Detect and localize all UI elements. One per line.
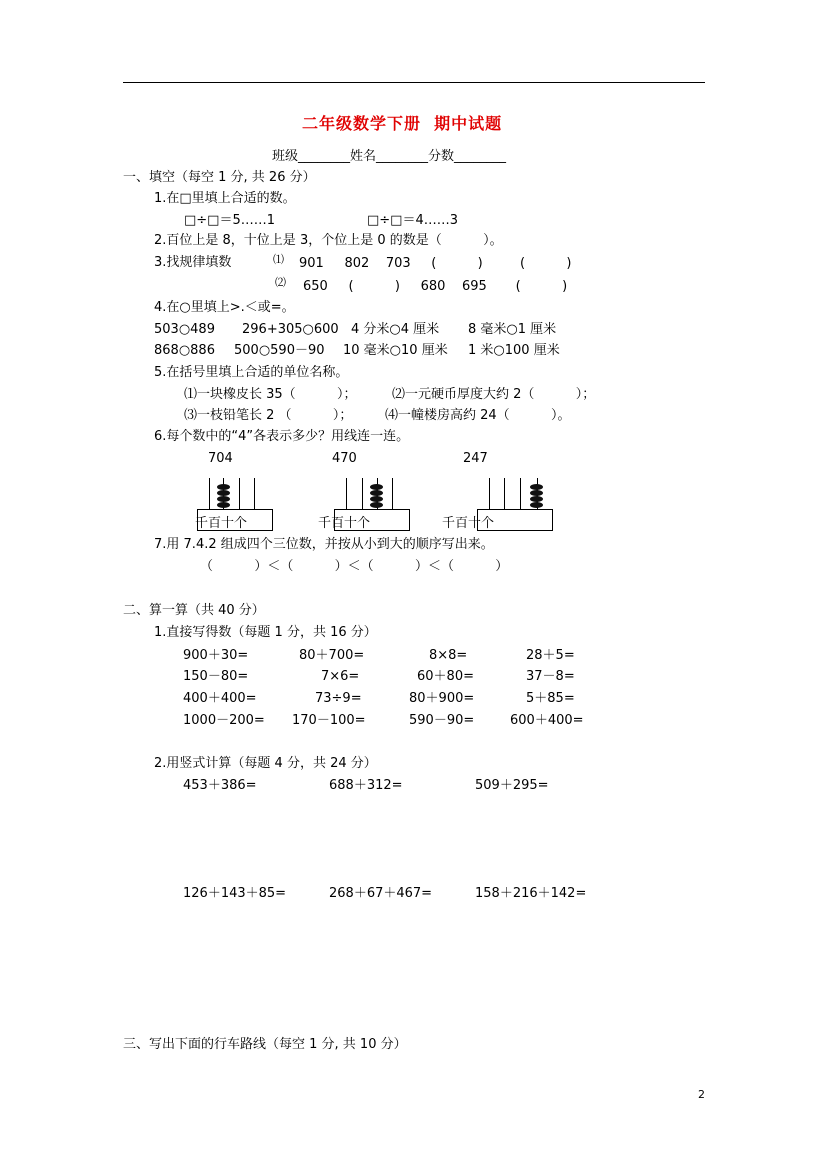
abacus-place-labels: 千百十个 — [195, 516, 248, 531]
abacus-place-labels: 千百十个 — [318, 516, 371, 531]
student-info-line: 班级________姓名________分数________ — [272, 149, 507, 164]
calc-r1-c2: 80＋700= — [299, 648, 365, 663]
calc-r3-c1: 400＋400= — [183, 691, 257, 706]
abacus-704 — [195, 478, 275, 534]
s1-q1-a: □÷□＝5……1 — [184, 213, 276, 228]
vertical-calc-6: 158＋216＋142= — [475, 886, 587, 901]
s1-q4: 4.在○里填上>.＜或=。 — [154, 300, 295, 315]
s1-q5-l2a: ⑶一枝铅笔长 2 （ ）； — [184, 408, 353, 423]
s1-q5: 5.在括号里填上合适的单位名称。 — [154, 365, 349, 380]
s1-q3-l2: 650 ( ) 680 695 ( ) — [303, 279, 568, 294]
s1-q4-r2-4: 1 米○100 厘米 — [468, 343, 560, 358]
vertical-calc-2: 688＋312= — [329, 778, 403, 793]
calc-r4-c4: 600＋400= — [510, 713, 584, 728]
s1-q2: 2.百位上是 8，十位上是 3，个位上是 0 的数是（ ）。 — [154, 233, 503, 248]
calc-r1-c4: 28＋5= — [526, 648, 575, 663]
s1-q5-l1b: ⑵一元硬币厚度大约 2（ ）； — [392, 387, 596, 402]
q6-number-3: 247 — [463, 451, 488, 466]
s1-q5-l2b: ⑷一幢楼房高约 24（ ）。 — [385, 408, 571, 423]
s1-q4-r1-3: 4 分米○4 厘米 — [351, 322, 440, 337]
s1-q7: 7.用 7.4.2 组成四个三位数，并按从小到大的顺序写出来。 — [154, 537, 494, 552]
s1-q4-r2-2: 500○590－90 — [234, 343, 325, 358]
calc-r2-c2: 7×6= — [321, 669, 360, 684]
s1-q3: 3.找规律填数 — [154, 255, 232, 270]
calc-r2-c4: 37－8= — [526, 669, 575, 684]
calc-r1-c3: 8×8= — [429, 648, 468, 663]
calc-r3-c3: 80＋900= — [409, 691, 475, 706]
vertical-calc-3: 509＋295= — [475, 778, 549, 793]
page-number: 2 — [698, 1088, 705, 1101]
abacus-470 — [318, 478, 413, 534]
abacus-place-labels: 千百十个 — [442, 516, 495, 531]
abacus-247 — [442, 478, 554, 534]
s2-q1: 1.直接写得数（每题 1 分，共 16 分） — [154, 625, 377, 640]
abacus-bead — [530, 502, 543, 508]
vertical-calc-1: 453＋386= — [183, 778, 257, 793]
calc-r4-c2: 170－100= — [292, 713, 366, 728]
calc-r3-c4: 5＋85= — [526, 691, 575, 706]
s1-q1-b: □÷□＝4……3 — [367, 213, 459, 228]
s1-q4-r1-4: 8 毫米○1 厘米 — [468, 322, 557, 337]
s1-q3-l1-no: ⑴ — [273, 253, 284, 266]
section2-heading: 二、算一算（共 40 分） — [123, 603, 265, 618]
abacus-bead — [370, 502, 383, 508]
s1-q7-line: （ ）＜（ ）＜（ ）＜（ ） — [200, 559, 509, 574]
s1-q4-r1-1: 503○489 — [154, 322, 215, 337]
calc-r2-c1: 150－80= — [183, 669, 249, 684]
page-title: 二年级数学下册 期中试题 — [302, 114, 503, 133]
s1-q6: 6.每个数中的“4”各表示多少？用线连一连。 — [154, 429, 410, 444]
s1-q1: 1.在□里填上合适的数。 — [154, 191, 296, 206]
s1-q4-r2-3: 10 毫米○10 厘米 — [343, 343, 448, 358]
top-rule — [123, 82, 705, 83]
calc-r4-c3: 590－90= — [409, 713, 475, 728]
calc-r3-c2: 73÷9= — [315, 691, 362, 706]
vertical-calc-4: 126＋143＋85= — [183, 886, 287, 901]
calc-r2-c3: 60＋80= — [417, 669, 474, 684]
calc-r1-c1: 900＋30= — [183, 648, 249, 663]
s1-q3-l1: 901 802 703 ( ) ( ) — [299, 256, 572, 271]
section1-heading: 一、填空（每空 1 分, 共 26 分） — [123, 170, 316, 185]
calc-r4-c1: 1000－200= — [183, 713, 265, 728]
section3-heading: 三、写出下面的行车路线（每空 1 分, 共 10 分） — [123, 1037, 407, 1052]
s1-q4-r1-2: 296+305○600 — [242, 322, 339, 337]
s1-q5-l1a: ⑴一块橡皮长 35（ ）； — [184, 387, 357, 402]
s1-q3-l2-no: ⑵ — [275, 276, 286, 289]
s1-q4-r2-1: 868○886 — [154, 343, 215, 358]
s2-q2: 2.用竖式计算（每题 4 分，共 24 分） — [154, 756, 377, 771]
vertical-calc-5: 268＋67＋467= — [329, 886, 433, 901]
q6-number-2: 470 — [332, 451, 357, 466]
abacus-bead — [217, 502, 230, 508]
q6-number-1: 704 — [208, 451, 233, 466]
